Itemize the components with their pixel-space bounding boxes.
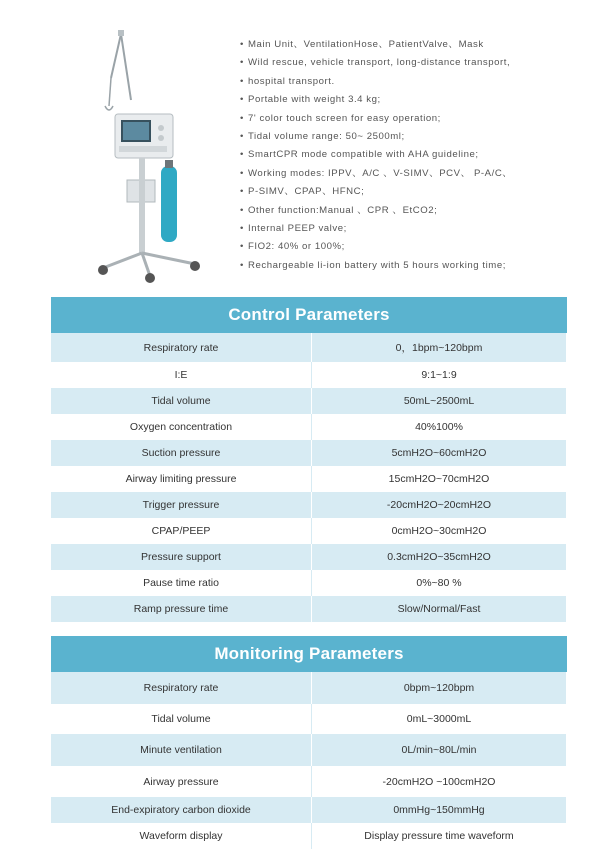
feature-item: • Main Unit、VentilationHose、PatientValve、Mask [240, 36, 590, 54]
feature-item: • Tidal volume range: 50~ 2500ml; [240, 128, 590, 146]
control-parameters-table [51, 297, 567, 622]
feature-item: • Internal PEEP valve; [240, 220, 590, 238]
table-row [51, 734, 567, 766]
feature-item: • SmartCPR mode compatible with AHA guideline; [240, 146, 590, 164]
param-label: Suction pressure [51, 440, 312, 466]
param-label: Oxygen concentration [51, 414, 312, 440]
param-label: Airway pressure [51, 766, 312, 797]
table-row [51, 596, 567, 622]
table-row [51, 797, 567, 823]
param-label: Airway limiting pressure [51, 466, 312, 492]
param-value: 0mmHg~150mmHg [312, 797, 567, 823]
param-label: Minute ventilation [51, 734, 312, 766]
table-row [51, 388, 567, 414]
table-row [51, 704, 567, 734]
param-label: Trigger pressure [51, 492, 312, 518]
param-label: Tidal volume [51, 704, 312, 734]
feature-item: • Rechargeable li-ion battery with 5 hours working time; [240, 257, 590, 275]
param-value: 0，1bpm~120bpm [312, 333, 567, 362]
ventilator-device-image [95, 28, 210, 283]
param-label: Respiratory rate [51, 672, 312, 704]
table-row [51, 766, 567, 797]
table-row [51, 440, 567, 466]
feature-item: • 7' color touch screen for easy operation; [240, 110, 590, 128]
param-value: 0L/min~80L/min [312, 734, 567, 766]
feature-item: • FIO2: 40% or 100%; [240, 238, 590, 256]
param-label: Pressure support [51, 544, 312, 570]
param-value: 40%100% [312, 414, 567, 440]
table-row [51, 492, 567, 518]
param-label: Waveform display [51, 823, 312, 849]
monitoring-parameters-title: Monitoring Parameters [51, 636, 567, 672]
table-row [51, 333, 567, 362]
table-row [51, 518, 567, 544]
param-value: 0.3cmH2O~35cmH2O [312, 544, 567, 570]
param-label: CPAP/PEEP [51, 518, 312, 544]
product-overview [0, 0, 600, 292]
param-value: -20cmH2O~20cmH2O [312, 492, 567, 518]
table-row [51, 672, 567, 704]
param-label: Respiratory rate [51, 333, 312, 362]
param-value: 0cmH2O~30cmH2O [312, 518, 567, 544]
param-label: Tidal volume [51, 388, 312, 414]
table-row [51, 544, 567, 570]
feature-item: • Other function:Manual 、CPR 、EtCO2; [240, 202, 590, 220]
param-value: 9:1~1:9 [312, 362, 567, 388]
param-value: 0%~80 % [312, 570, 567, 596]
param-label: Ramp pressure time [51, 596, 312, 622]
control-parameters-title: Control Parameters [51, 297, 567, 333]
param-label: End-expiratory carbon dioxide [51, 797, 312, 823]
table-row [51, 570, 567, 596]
feature-item-continued: • P-SIMV、CPAP、HFNC; [240, 183, 590, 201]
table-row [51, 414, 567, 440]
feature-item-continued: • hospital transport. [240, 73, 590, 91]
feature-list [240, 36, 590, 275]
feature-item: • Portable with weight 3.4 kg; [240, 91, 590, 109]
param-label: I:E [51, 362, 312, 388]
table-row [51, 823, 567, 849]
feature-item: • Wild rescue, vehicle transport, long-distance transport, [240, 54, 590, 72]
param-value: 0mL~3000mL [312, 704, 567, 734]
table-row [51, 466, 567, 492]
param-value: Slow/Normal/Fast [312, 596, 567, 622]
table-row [51, 362, 567, 388]
param-value: Display pressure time waveform [312, 823, 567, 849]
param-value: 50mL~2500mL [312, 388, 567, 414]
param-label: Pause time ratio [51, 570, 312, 596]
param-value: 5cmH2O~60cmH2O [312, 440, 567, 466]
param-value: 0bpm~120bpm [312, 672, 567, 704]
monitoring-parameters-table [51, 636, 567, 849]
param-value: -20cmH2O ~100cmH2O [312, 766, 567, 797]
param-value: 15cmH2O~70cmH2O [312, 466, 567, 492]
feature-item: • Working modes: IPPV、A/C 、V-SIMV、PCV、 P-A/C、 [240, 165, 590, 183]
